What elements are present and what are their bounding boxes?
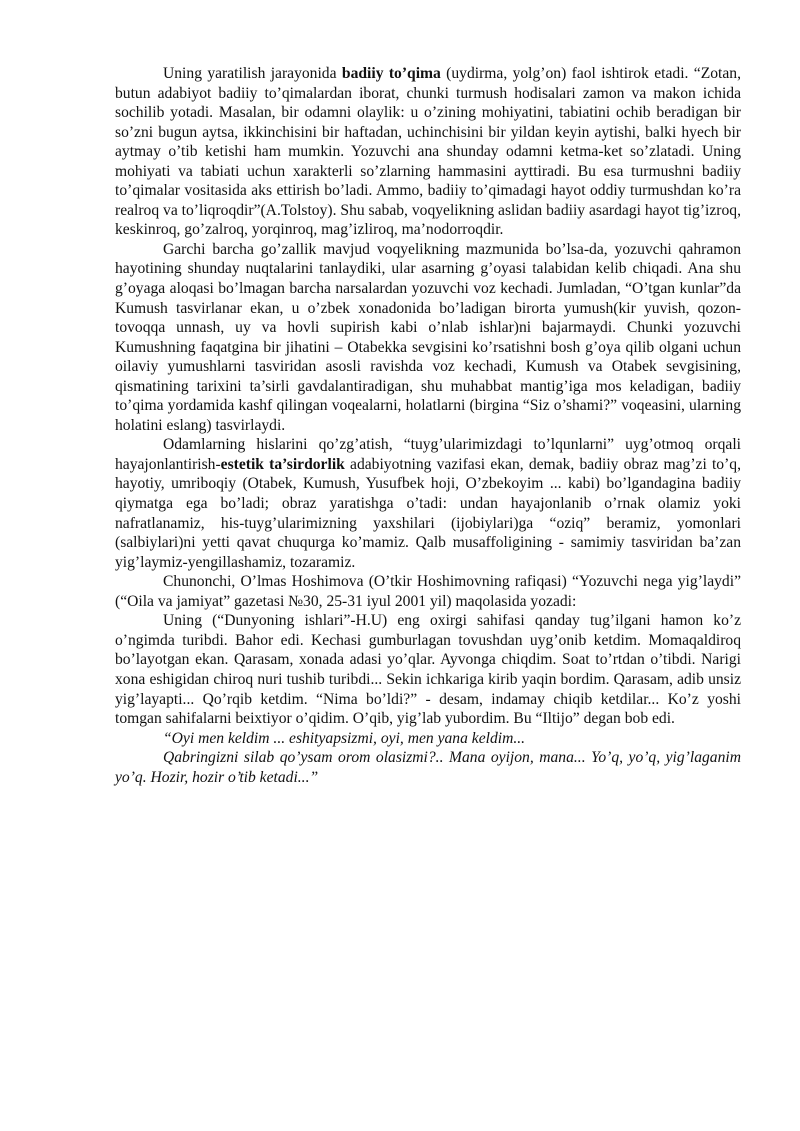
quote-line-2 [115,748,741,787]
bold-term-estetik-tasirdorlik: estetik ta’sirdorlik [220,455,345,473]
text-run: (uydirma, yolg’on) faol ishtirok etadi. “Zotan, butun adabiyot badiiy to’qimalardan iborat, chunki turmush hodisalari zamon va makon ichida sochilib yotadi. Masalan, bir odamni olaylik: u o’zining mohiyatini, tabiatini ochib beradigan bir so’zni bugun aytsa, ikkinchisini bir haftadan, uchinchisini bir yildan keyin aytishi, balki hyech bir aytmay o’tib ketishi ham mumkin. Yozuvchi ana shunday odamni ketma-ket so’zlatadi. Uning mohiyati va tabiati uchun xarakterli so’zlarning hammasini ayttiradi. Bu esa turmushni badiiy to’qimalar vositasida aks ettirish bo’ladi. Ammo, badiiy to’qimadagi hayot oddiy turmushdan ko’ra realroq va to’liqroqdir”(A.Tolstoy). Shu sabab, voqyelikning aslidan badiiy asardagi hayot tig’izroq, keskinroq, go’zalroq, yorqinroq, mag’izliroq, ma’nodorroqdir. [115,65,741,239]
text-run: Odamlarning hislarini qo’zg’atish, “tuyg’ularimizdagi to’lqunlarni” uyg’otmoq orqali hayajonlantirish- [115,436,741,473]
text-run: Chunonchi, O’lmas Hoshimova (O’tkir Hoshimovning rafiqasi) “Yozuvchi nega yig’laydi” (“Oila va jamiyat” gazetasi №30, 25-31 iyul 2001 yil) maqolasida yozadi: [115,573,741,610]
text-run: adabiyotning vazifasi ekan, demak, badiiy obraz mag’zi to’q, hayotiy, umriboqiy (Otabek, Kumush, Yusufbek hoji, O’zbekoyim ... kabi) bo’lgandagina badiiy qiymatga ega bo’ladi; obraz yaratishga o’tadi: undan hayajonlanib o’rnak olamiz yoki nafratlanamiz, his-tuyg’ularimizning yaxshilari (ijobiylari)ga “oziq” beramiz, yomonlari (salbiylari)ni yetti qavat chuqurga ko’mamiz. Qalb musaffoligining - samimiy tasviridan ba’zan yig’laymiz-yengillashamiz, tozaramiz. [115,455,741,571]
text-run: Uning (“Dunyoning ishlari”-H.U) eng oxirgi sahifasi qanday tug’ilgani hamon ko’z o’ngimda turibdi. Bahor edi. Kechasi gumburlagan tovushdan uyg’onib ketdim. Momaqaldiroq bo’layotgan ekan. Qarasam, xonada adasi yo’qlar. Ayvonga chiqdim. Soat to’rtdan o’tibdi. Narigi xona eshigidan chiroq nuri tushib turibdi... Sekin ichkariga kirib yaqin bordim. Qarasam, adib unsiz yig’layapti... Qo’rqib ketdim. “Nima bo’ldi?” - desam, indamay chiqib ketdilar... Ko’z yoshi tomgan sahifalarni beixtiyor o’qidim. O’qib, yig’lab yubordim. Bu “Iltijo” degan bob edi. [115,612,741,728]
paragraph-chunonchi [115,572,741,611]
document-page [115,64,741,787]
text-run: “Oyi men keldim ... eshityapsizmi, oyi, men yana keldim... [163,729,526,747]
bold-term-badiiy-toqima: badiiy to’qima [341,65,441,82]
text-run: Qabringizni silab qo’ysam orom olasizmi?.. Mana oyijon, mana... Yo’q, yo’q, yig’laganim yo’q. Hozir, hozir o’tib ketadi...” [115,749,741,786]
text-run: Uning yaratilish jarayonida [163,65,342,82]
text-run: Garchi barcha go’zallik mavjud voqyelikning mazmunida bo’lsa-da, yozuvchi qahramon hayotining shunday nuqtalarini tanlaydiki, ular asarning g’oyasi talabidan kelib chiqadi. Ana shu g’oyaga aloqasi bo’lmagan barcha narsalardan yozuvchi voz kechadi. Jumladan, “O’tgan kunlar”da Kumush tasvirlanar ekan, u o’zbek xonadonida bo’ladigan birorta yumush(kir yuvish, qozon-tovoqqa unnash, uy va hovli supirish kabi o’nlab ishlar)ni bajarmaydi. Chunki yozuvchi Kumushning faqatgina bir jihatini – Otabekka sevgisini ko’rsatishni bosh g’oya qilib olgani uchun oilaviy yumushlarni tasviridan asosli ravishda voz kechadi, Kumush va Otabek sevgisining, qismatining tarixini ta’sirli gavdalantiradigan, shu muhabbat mantig’iga mos keladigan, badiiy to’qima yordamida kashf qilingan voqealarni, holatlarni (birgina “Siz o’shami?” voqeasini, ularning holatini eslang) tasvirlaydi. [115,240,741,434]
paragraph-dunyoning-ishlari [115,611,741,728]
paragraph-badiiy-toqima [115,64,741,240]
paragraph-gozallik [115,240,741,435]
quote-line-1 [115,729,741,749]
paragraph-estetik-tasirdorlik [115,435,741,572]
